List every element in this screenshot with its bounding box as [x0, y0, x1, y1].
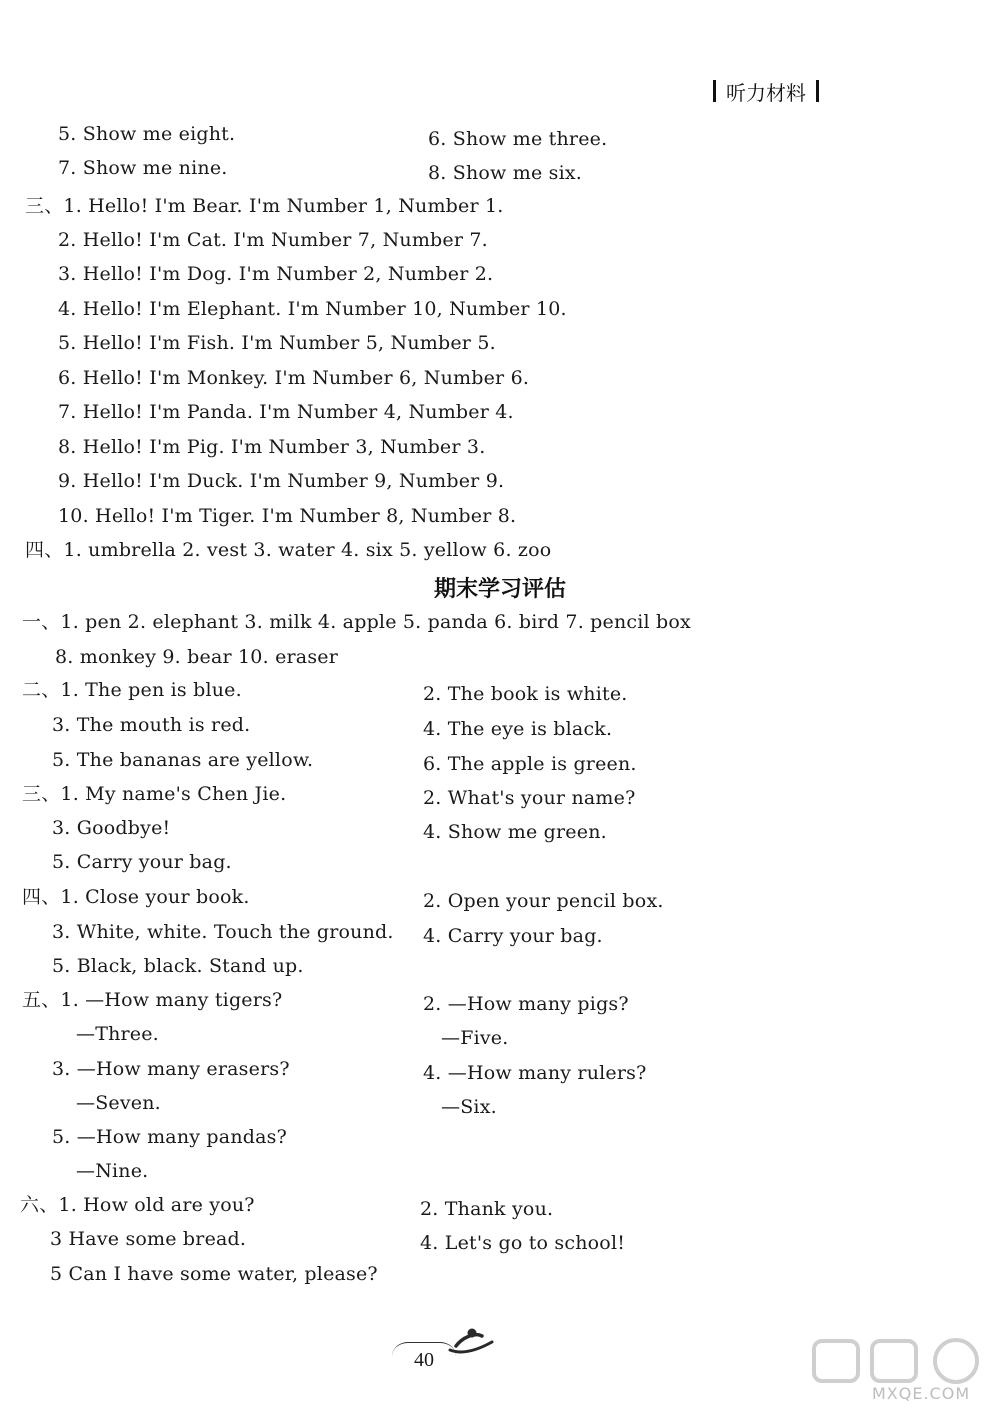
page-number: 40: [392, 1342, 456, 1377]
answer-line: 六、1. How old are you?: [20, 1194, 255, 1216]
running-header: [703, 78, 829, 104]
watermark-text: MXQE.COM: [872, 1384, 971, 1403]
answer-line: 2. —How many pigs?: [423, 993, 629, 1015]
answer-line: 8. Hello! I'm Pig. I'm Number 3, Number 3.: [58, 436, 486, 458]
answer-line: —Three.: [76, 1023, 159, 1045]
answer-line: 4. Carry your bag.: [423, 925, 603, 947]
answer-line: 3. Goodbye!: [52, 817, 171, 839]
answer-line: 5. —How many pandas?: [52, 1126, 287, 1148]
answer-line: 8. Show me six.: [428, 162, 583, 184]
answer-line: 4. —How many rulers?: [423, 1062, 647, 1084]
answer-line: 7. Hello! I'm Panda. I'm Number 4, Number 4.: [58, 401, 514, 423]
answer-line: 2. Thank you.: [420, 1198, 554, 1220]
answer-line: 5. Black, black. Stand up.: [52, 955, 304, 977]
answer-line: 一、1. pen 2. elephant 3. milk 4. apple 5. panda 6. bird 7. pencil box: [22, 611, 691, 633]
answer-line: 5. The bananas are yellow.: [52, 749, 314, 771]
answer-line: 7. Show me nine.: [58, 157, 228, 179]
answer-line: 三、1. Hello! I'm Bear. I'm Number 1, Number 1.: [25, 195, 504, 217]
answer-line: 6. The apple is green.: [423, 753, 637, 775]
answer-line: 5. Carry your bag.: [52, 851, 232, 873]
answer-line: 4. Show me green.: [423, 821, 607, 843]
answer-line: 二、1. The pen is blue.: [22, 679, 242, 701]
answer-line: 9. Hello! I'm Duck. I'm Number 9, Number 9.: [58, 470, 505, 492]
answer-line: 四、1. Close your book.: [22, 886, 250, 908]
answer-line: 3. White, white. Touch the ground.: [52, 921, 394, 943]
answer-line: 3. The mouth is red.: [52, 714, 251, 736]
answer-line: 6. Hello! I'm Monkey. I'm Number 6, Number 6.: [58, 367, 530, 389]
answer-line: 3. Hello! I'm Dog. I'm Number 2, Number 2.: [58, 263, 494, 285]
answer-line: —Six.: [441, 1096, 497, 1118]
answer-line: 10. Hello! I'm Tiger. I'm Number 8, Number 8.: [58, 505, 517, 527]
answer-line: 2. The book is white.: [423, 683, 628, 705]
answer-line: 3 Have some bread.: [50, 1228, 247, 1250]
swoosh-icon: [448, 1324, 498, 1356]
answer-line: —Nine.: [76, 1160, 149, 1182]
answer-line: —Five.: [441, 1027, 509, 1049]
answer-line: 2. Hello! I'm Cat. I'm Number 7, Number 7.: [58, 229, 488, 251]
answer-line: 4. Let's go to school!: [420, 1232, 626, 1254]
answer-line: 8. monkey 9. bear 10. eraser: [55, 646, 339, 668]
answer-line: 5 Can I have some water, please?: [50, 1263, 378, 1285]
answer-line: 4. The eye is black.: [423, 718, 613, 740]
section-title: 期末学习评估: [433, 577, 566, 602]
answer-line: 3. —How many erasers?: [52, 1058, 290, 1080]
answer-line: 三、1. My name's Chen Jie.: [22, 783, 287, 805]
header-bar-right: [816, 80, 819, 102]
answer-line: 6. Show me three.: [428, 128, 608, 150]
header-title: 听力材料: [726, 80, 806, 105]
answer-line: 4. Hello! I'm Elephant. I'm Number 10, Number 10.: [58, 298, 567, 320]
header-bar-left: [713, 80, 716, 102]
answer-line: 五、1. —How many tigers?: [22, 989, 283, 1011]
answer-line: —Seven.: [76, 1092, 161, 1114]
answer-line: 四、1. umbrella 2. vest 3. water 4. six 5. yellow 6. zoo: [25, 539, 552, 561]
answer-line: 2. What's your name?: [423, 787, 636, 809]
watermark-logo-icon: [810, 1335, 990, 1385]
answer-line: 2. Open your pencil box.: [423, 890, 664, 912]
answer-line: 5. Show me eight.: [58, 123, 236, 145]
answer-line: 5. Hello! I'm Fish. I'm Number 5, Number 5.: [58, 332, 496, 354]
